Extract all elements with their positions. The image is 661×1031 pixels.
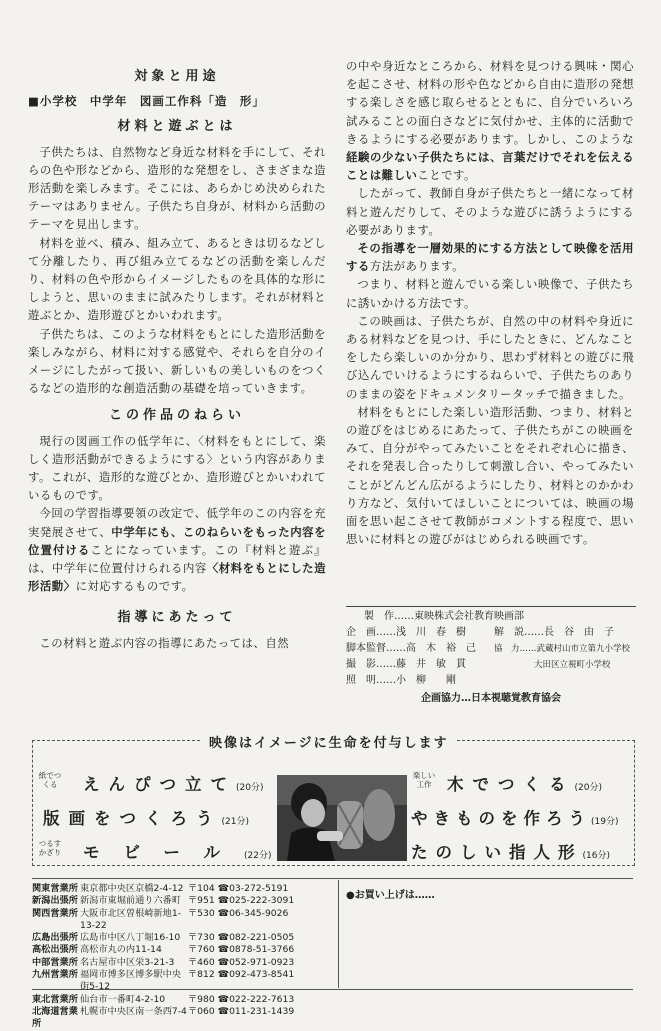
office-row <box>32 895 332 907</box>
heading-aim: この作品のねらい <box>108 408 245 424</box>
paragraph: 材料をもとにした楽しい造形活動、つまり、材料との遊びをはじめるにあたって、子供たちがこの映画をみて、自分がやってみたいことをそれぞれ心に描き、それを発表し合ったりして刺激し合い、やってみたいことがどんどん広がるようにしたり、材料とのかかわり方など、気付いてほしいことについては、映画の場面を思い起こさせて教師がコメントする程度で、思い思いに材料との遊びがはじめられる映画です。 <box>346 404 634 547</box>
left-column <box>28 60 326 652</box>
office-phone: 〒760 ☎0878-51-3766 <box>188 944 295 956</box>
paragraph <box>346 239 634 275</box>
office-address: 東京都中央区京橋2-4-12 <box>80 883 184 894</box>
paragraph: 材料を並べ、積み、組み立て、あるときは切るなどして分離したり、再び組み立てるなどの活動を楽しんだり、材料の色や形からイメージしたものを具体的な形にしようと、思いのままに試みたりします。それが材料と遊ぶとか、造形遊びとかいわれます。 <box>28 235 326 323</box>
office-name: 高松出張所 <box>32 944 78 956</box>
staff-left: 企 画……浅 川 春 樹 <box>346 627 466 638</box>
paragraph <box>346 57 634 184</box>
film-category: つるすかざり <box>38 839 62 857</box>
office-address: 札幌市中央区南一条西7-4 <box>80 1005 187 1017</box>
office-address: 名古屋市中区栄3-21-3 <box>80 956 175 968</box>
film-name: 版画をつくろう <box>43 809 222 828</box>
office-address: 仙台市一番町4-2-10 <box>80 993 166 1005</box>
planning-cooperation: 企画協力…日本視聴覚教育協会 <box>421 693 561 704</box>
office-list <box>32 883 332 1031</box>
target-grade: ■小学校 中学年 図画工作科「造 形」 <box>28 94 265 109</box>
heading-guidance: 指導にあたって <box>117 610 237 626</box>
office-phone: 〒951 ☎025-222-3091 <box>188 895 295 907</box>
banner-title: 映像はイメージに生命を付与します <box>201 732 457 751</box>
office-row <box>32 944 332 956</box>
office-phone: 〒460 ☎052-971-0923 <box>188 956 295 968</box>
film-name: モビール <box>83 843 245 862</box>
purchase-note: ●お買い上げは…… <box>346 890 435 901</box>
office-address: 大阪市北区曽根崎新地1-13-22 <box>80 907 182 931</box>
heading-material-play: 材料と遊ぶとは <box>117 119 237 135</box>
emphasis: 中学年にも、このねらいをもった内容を位置付ける <box>28 524 326 557</box>
paragraph: 子供たちは、自然物など身近な材料を手にして、それらの色や形などから、造形的な発想をし、さまざまな造形活動を楽しみます。そこには、あらかじめ決められたテーマはありません。子供たち自身が、材料から活動のテーマを見出します。 <box>28 144 326 232</box>
office-row <box>32 908 332 933</box>
film-series-banner <box>32 736 635 866</box>
staff-left: 照 明……小 柳 剛 <box>346 675 456 686</box>
office-row <box>32 1006 332 1031</box>
text-span: の中や身近なところから、材料を見つける興味・関心を起こさせ、材料の形や色などから自由に造形の発想する楽しさを感じ取らせるとともに、自分でいろいろ試みることの面白さなどに気付かせ、主体的に活動できるようにする必要があります。しかし、このような <box>346 59 634 146</box>
right-column <box>346 57 634 548</box>
film-title <box>83 771 263 795</box>
staff-right: 協 力……武蔵村山市立第九小学校 <box>494 644 631 654</box>
staff-right: 大田区立視町小学校 <box>534 660 611 670</box>
staff-row <box>346 673 636 689</box>
film-title <box>447 771 602 795</box>
office-row <box>32 957 332 969</box>
film-title <box>43 805 249 829</box>
photo-image <box>277 775 407 861</box>
paragraph <box>28 504 326 595</box>
office-name: 九州営業所 <box>32 969 78 981</box>
emphasis: 〈材料をもとにした造形活動〉 <box>28 561 326 594</box>
office-name: 中部営業所 <box>32 956 78 968</box>
film-name: えんぴつ立て <box>83 775 236 794</box>
staff-row <box>346 657 636 673</box>
office-row <box>32 969 332 994</box>
film-duration: (19分) <box>591 817 619 827</box>
film-category: 楽しい工作 <box>412 771 436 789</box>
office-name: 関東営業所 <box>32 883 78 894</box>
emphasis: 経験の少ない子供たちには、言葉だけでそれを伝えることは難しい <box>346 150 634 183</box>
film-name: 木でつくる <box>447 775 575 794</box>
office-phone: 〒730 ☎082-221-0505 <box>188 932 295 944</box>
text-span: ことになっています。この『材料と遊ぶ』は、中学年に位置付けられる内容 <box>28 542 326 576</box>
staff-row <box>346 641 636 657</box>
office-address: 新潟市東堀前通り六番町 <box>80 895 182 907</box>
office-phone: 〒104 ☎03-272-5191 <box>188 883 289 894</box>
staff-credits <box>346 606 636 707</box>
divider <box>338 880 339 988</box>
office-name: 新潟出張所 <box>32 895 78 907</box>
office-name: 北海道営業所 <box>32 1005 78 1030</box>
office-address: 高松市丸の内11-14 <box>80 944 162 956</box>
office-name: 関西営業所 <box>32 907 78 919</box>
film-name: やきものを作ろう <box>411 809 591 828</box>
office-phone: 〒530 ☎06-345-9026 <box>188 907 289 919</box>
film-title <box>411 805 618 829</box>
child-photo <box>277 775 407 861</box>
office-row <box>32 883 332 895</box>
staff-left: 脚本監督……高 木 裕 己 <box>346 643 476 654</box>
paragraph: この材料と遊ぶ内容の指導にあたっては、自然 <box>39 635 290 650</box>
film-duration: (20分) <box>574 783 602 793</box>
office-phone: 〒060 ☎011-231-1439 <box>188 1005 295 1017</box>
office-name: 東北営業所 <box>32 993 78 1005</box>
film-name: たのしい指人形 <box>411 843 583 862</box>
film-title <box>83 839 272 863</box>
text-span: に対応するものです。 <box>75 579 194 594</box>
film-title <box>411 839 610 863</box>
office-row <box>32 994 332 1006</box>
paragraph: つまり、材料と遊んでいる楽しい映像で、子供たちに誘いかける方法です。 <box>346 277 634 310</box>
office-address: 福岡市博多区博多駅中央街5-12 <box>80 969 182 993</box>
film-duration: (21分) <box>221 817 249 827</box>
text-span: 今回の学習指導要領の改定で、低学年のこの内容を充実発展させて、 <box>28 506 326 539</box>
paragraph: 現行の図画工作の低学年に、〈材料をもとにして、楽しく造形活動ができるようにする〉という内容があります。これが、造形的な遊びとか、造形遊びとかいわれているものです。 <box>28 433 326 503</box>
staff-left: 撮 影……藤 井 敏 貫 <box>346 659 466 670</box>
staff-row <box>346 625 636 641</box>
film-duration: (22分) <box>244 851 272 861</box>
film-duration: (16分) <box>582 851 610 861</box>
office-row <box>32 932 332 944</box>
emphasis: その指導を一層効果的にする方法として映像を活用する <box>346 241 634 274</box>
divider <box>32 878 633 879</box>
office-name: 広島出張所 <box>32 932 78 944</box>
text-span: ことです。 <box>417 168 476 183</box>
office-phone: 〒812 ☎092-473-8541 <box>188 969 295 981</box>
production-credit: 製 作……東映株式会社教育映画部 <box>346 606 636 625</box>
office-address: 広島市中区八丁堀16-10 <box>80 932 181 944</box>
paragraph: 子供たちは、このような材料をもとにした造形活動を楽しみながら、材料に対する感覚や、それらを自分のイメージにしたがって扱い、新しいもの美しいものをつくるなどの造形的な創造活動の基礎を培っていきます。 <box>28 326 326 396</box>
paragraph: この映画は、子供たちが、自然の中の材料や身近にある材料などを見つけ、手にしたときに、どんなことをしたら楽しいのか分かり、思わず材料との遊びに飛び込んでいけるようにするねらいで、子供たちのありのままの姿をドキュメンタリータッチで描きました。 <box>346 313 634 401</box>
text-span: 方法があります。 <box>369 259 465 274</box>
office-phone: 〒980 ☎022-222-7613 <box>188 993 295 1005</box>
film-category: 紙でつくる <box>38 771 62 789</box>
staff-right: 解 説……長 谷 由 子 <box>494 627 614 638</box>
film-duration: (20分) <box>236 783 264 793</box>
paragraph: したがって、教師自身が子供たちと一緒になって材料と遊んだりして、そのような遊びに誘うようにする必要があります。 <box>346 186 634 237</box>
heading-target-use: 対象と用途 <box>134 69 220 84</box>
